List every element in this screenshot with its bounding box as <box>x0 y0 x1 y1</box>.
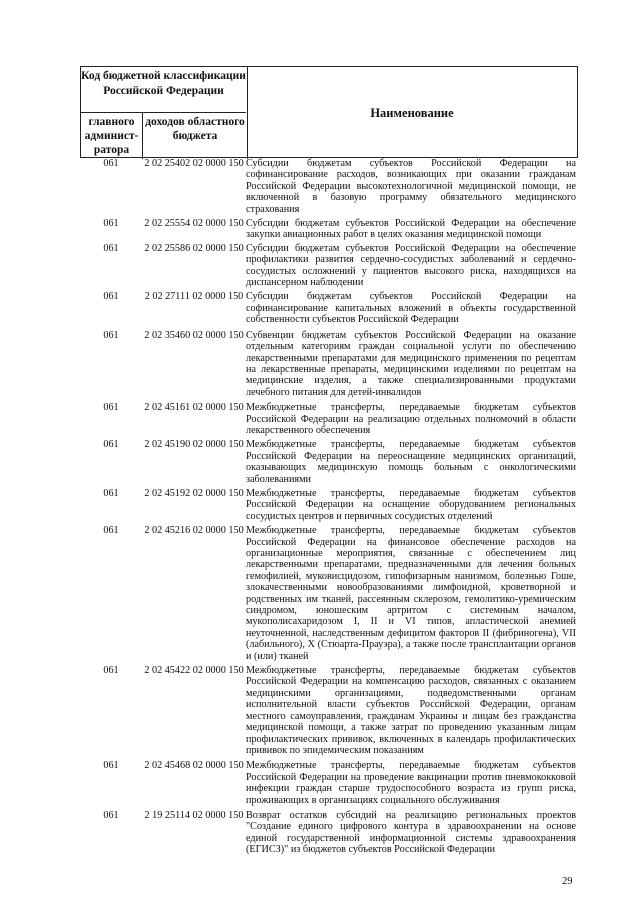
description-cell: Субсидии бюджетам субъектов Российской Федерации на софинансирование расходов, возникающих при оказании гражданам Российской Федерации высокотехнологичной медицинской помощи, не включенной в базовую программу обязательного медицинского страхования <box>246 158 576 215</box>
description-cell: Межбюджетные трансферты, передаваемые бюджетам субъектов Российской Федерации на компенсацию расходов, связанных с оказанием медицинскими организациями, подведомственными органам исполнительной власти субъектов Российской Федерации, органам местного самоуправления, гражданам Украины и лицам без гражданства медицинской помощи, а также затрат по проведению указанным лицам профилактических прививок, включенных в календарь профилактических прививок по эпидемическим показаниям <box>246 665 576 756</box>
table-row <box>80 665 578 756</box>
admin-code-cell: 061 <box>103 760 119 772</box>
table-row <box>80 760 578 806</box>
description-cell: Возврат остатков субсидий на реализацию региональных проектов "Создание единого цифрового контура в здравоохранении на основе единой государственной информационной системы здравоохранения (ЕГИСЗ)" из бюджетов субъектов Российской Федерации <box>246 809 576 856</box>
description-cell: Межбюджетные трансферты, передаваемые бюджетам субъектов Российской Федерации на реализацию отдельных полномочий в области лекарственного обеспечения <box>246 402 576 436</box>
admin-code-cell: 061 <box>103 329 119 341</box>
description-cell: Субсидии бюджетам субъектов Российской Федерации на софинансирование капитальных вложений в объекты государственной собственности субъектов Российской Федерации <box>246 291 576 326</box>
admin-code-cell: 061 <box>103 218 119 230</box>
income-code-cell: 2 19 25114 02 0000 150 <box>144 809 244 821</box>
income-code-cell: 2 02 45161 02 0000 150 <box>144 402 244 414</box>
description-cell: Межбюджетные трансферты, передаваемые бюджетам субъектов Российской Федерации на оснащение оборудованием региональных сосудистых центров и первичных сосудистых отделений <box>246 487 576 522</box>
admin-code-cell: 061 <box>103 291 119 303</box>
admin-code-cell: 061 <box>103 158 119 169</box>
admin-code-cell: 061 <box>103 665 119 677</box>
admin-column-header: главного админист-ратора <box>81 113 143 159</box>
name-column-header: Наименование <box>370 105 454 120</box>
table-row <box>80 488 578 522</box>
income-code-cell: 2 02 45216 02 0000 150 <box>144 525 244 537</box>
table-row <box>80 218 578 241</box>
table-row <box>80 243 578 289</box>
admin-code-cell: 061 <box>103 242 119 254</box>
income-code-cell: 2 02 27111 02 0000 150 <box>144 291 244 303</box>
admin-code-cell: 061 <box>103 402 119 414</box>
table-row <box>80 810 578 856</box>
description-cell: Межбюджетные трансферты, передаваемые бюджетам субъектов Российской Федерации на переоснащение медицинских организаций, оказывающих медицинскую помощь больным с онкологическими заболеваниями <box>246 439 576 485</box>
table-row <box>80 291 578 325</box>
description-cell: Субсидии бюджетам субъектов Российской Федерации на обеспечение профилактики развития сердечно-сосудистых заболеваний и сердечно-сосудистых осложнений у пациентов высокого риска, находящихся на диспансерном наблюдении <box>246 242 576 289</box>
description-cell: Субвенции бюджетам субъектов Российской Федерации на оказание отдельным категориям граждан социальной услуги по обеспечению лекарственными препаратами для медицинского применения по рецептам на лекарственные препараты, медицинскими изделиями по рецептам на медицинские изделия, а также специализированными продуктами лечебного питания для детей-инвалидов <box>246 329 576 398</box>
table-row <box>80 525 578 662</box>
description-cell: Межбюджетные трансферты, передаваемые бюджетам субъектов Российской Федерации на проведение вакцинации против пневмококковой инфекции граждан старше трудоспособного возраста из групп риска, проживающих в организациях социального обслуживания <box>246 760 576 806</box>
table-body <box>80 158 578 856</box>
budget-code-header <box>81 67 248 159</box>
admin-code-cell: 061 <box>103 439 119 451</box>
income-code-cell: 2 02 45192 02 0000 150 <box>144 487 244 499</box>
income-code-cell: 2 02 45422 02 0000 150 <box>144 665 244 677</box>
table-row <box>80 158 578 215</box>
budget-code-title: Код бюджетной классификации Российской Федерации <box>81 67 246 113</box>
table-row <box>80 402 578 436</box>
table-row <box>80 330 578 398</box>
income-code-cell: 2 02 25586 02 0000 150 <box>144 242 244 254</box>
income-column-header: доходов областного бюджета <box>145 116 245 142</box>
income-code-cell: 2 02 45190 02 0000 150 <box>144 439 244 451</box>
income-code-cell: 2 02 25554 02 0000 150 <box>144 218 244 230</box>
description-cell: Субсидии бюджетам субъектов Российской Федерации на обеспечение закупки авиационных работ в целях оказания медицинской помощи <box>246 218 576 241</box>
admin-code-cell: 061 <box>103 525 119 537</box>
description-cell: Межбюджетные трансферты, передаваемые бюджетам субъектов Российской Федерации на финансовое обеспечение расходов на организационные мероприятия, связанные с обеспечением лиц лекарственными препаратами, предназначенными для лечения больных гемофилией, муковисцидозом, гипофизарным нанизмом, болезнью Гоше, злокачественными новообразованиями лимфоидной, кроветворной и родственных им тканей, рассеянным склерозом, гемолитико-уремическим синдромом, юношеским артритом с системным началом, мукополисахаридозом I, II и VI типов, апластической анемией неуточненной, наследственным дефицитом факторов II (фибриногена), VII (лабильного), X (Стюарта-Прауэра), а также после трансплантации органов и (или) тканей <box>246 525 576 662</box>
table-row <box>80 439 578 485</box>
income-code-cell: 2 02 45468 02 0000 150 <box>144 760 244 772</box>
table-header <box>80 66 578 158</box>
admin-code-cell: 061 <box>103 487 119 499</box>
admin-code-cell: 061 <box>103 809 119 821</box>
income-code-cell: 2 02 35460 02 0000 150 <box>144 329 244 341</box>
page-number: 29 <box>562 876 573 887</box>
income-code-cell: 2 02 25402 02 0000 150 <box>144 158 244 169</box>
